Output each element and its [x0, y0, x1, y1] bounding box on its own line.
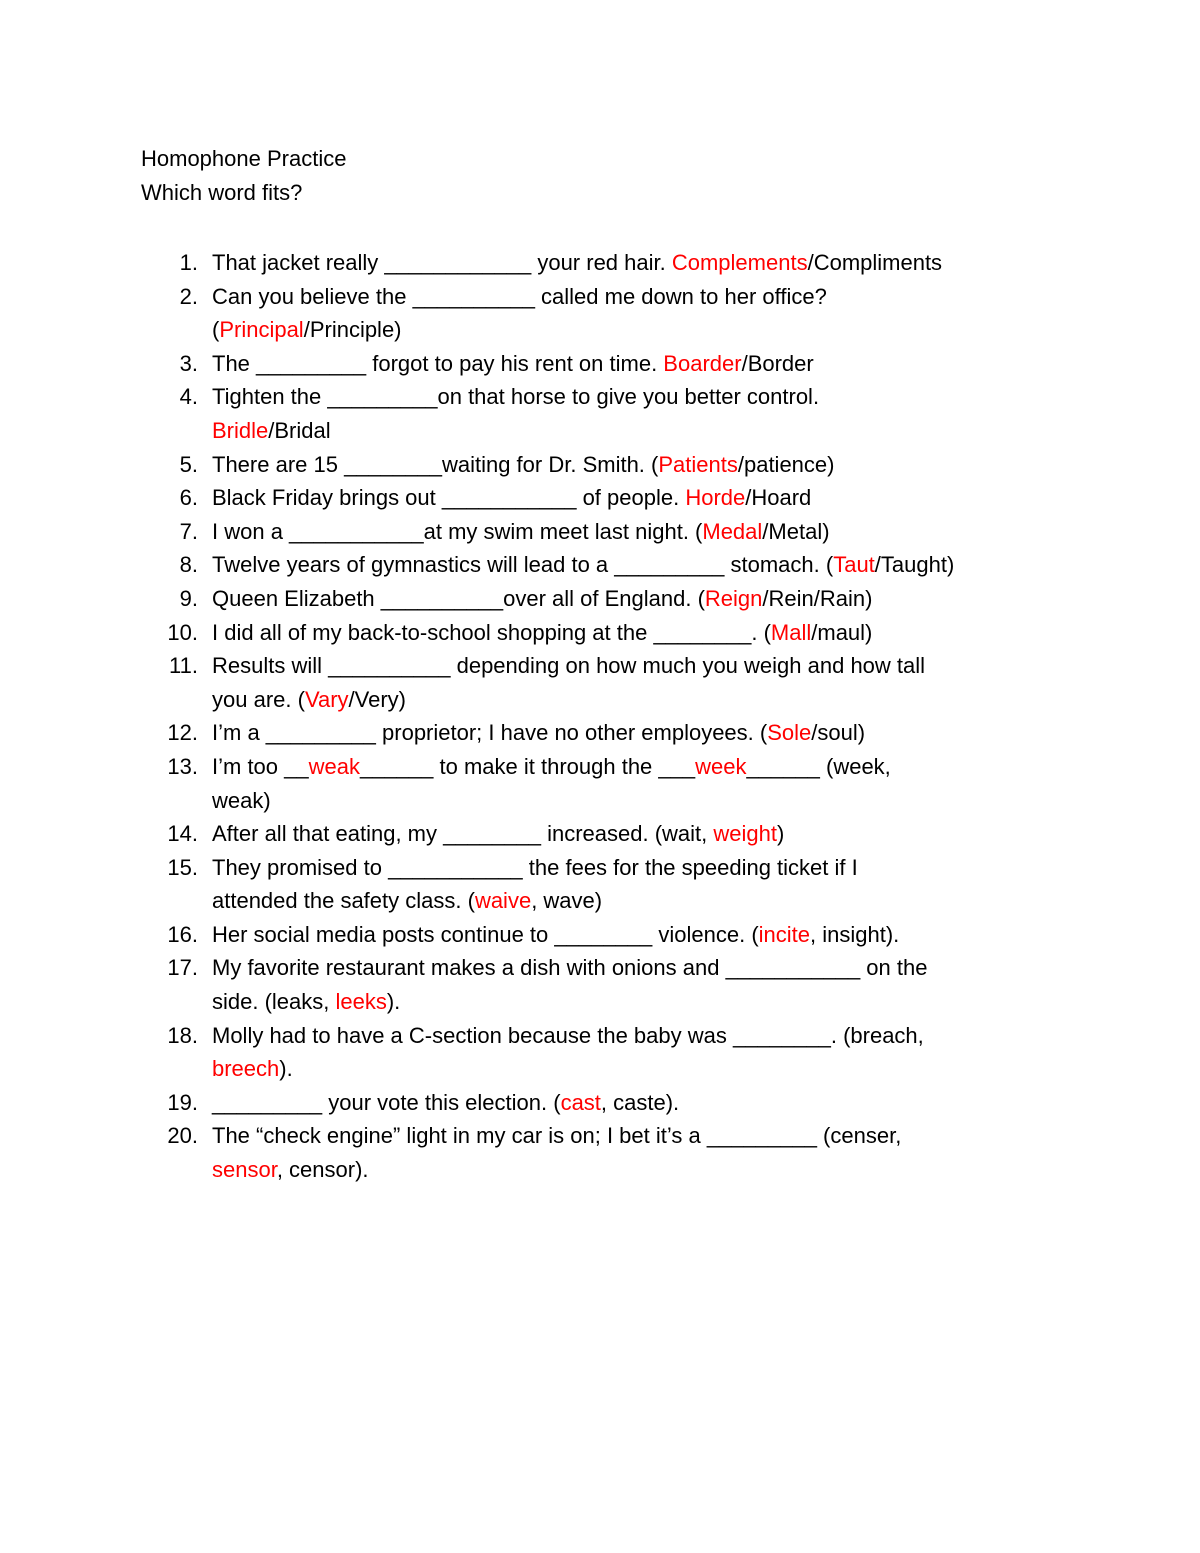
question-list	[0, 246, 1200, 1187]
question-text: My favorite restaurant makes a dish with onions and ___________ on the	[212, 955, 928, 981]
question-number: 3.	[179, 350, 198, 376]
question-item	[0, 1119, 1200, 1186]
question-text: weak)	[212, 787, 271, 813]
question-text-line	[0, 985, 1200, 1019]
question-text: ).	[279, 1056, 293, 1082]
question-text: That jacket really ____________ your red hair.	[212, 250, 672, 275]
question-text: /Taught)	[874, 552, 955, 578]
question-text-line	[0, 884, 1200, 918]
question-item	[0, 851, 1200, 918]
question-text-line	[0, 1153, 1200, 1187]
question-text: attended the safety class. (	[212, 888, 475, 914]
question-text: The “check engine” light in my car is on; I bet it’s a _________ (censer,	[212, 1123, 902, 1149]
question-text-line	[0, 313, 1200, 347]
question-item	[0, 481, 1200, 515]
question-text: After all that eating, my ________ increased. (wait,	[212, 821, 714, 847]
answer-word: Bridle	[212, 417, 269, 443]
question-item	[0, 582, 1200, 616]
question-text: /Border	[741, 350, 814, 376]
question-text: I did all of my back-to-school shopping at the ________. (	[212, 619, 771, 645]
question-item	[0, 951, 1200, 1018]
question-number: 13.	[167, 753, 198, 779]
answer-word: Horde	[685, 485, 746, 511]
answer-word: sensor	[212, 1157, 277, 1183]
question-text: Her social media posts continue to ________ violence. (	[212, 921, 759, 947]
answer-word: Mall	[770, 619, 812, 645]
question-item	[0, 750, 1200, 817]
question-number: 14.	[167, 821, 198, 847]
question-item	[0, 1086, 1200, 1120]
answer-word: Boarder	[663, 350, 742, 376]
question-item	[0, 649, 1200, 716]
question-item	[0, 817, 1200, 851]
question-text: /soul)	[811, 720, 866, 746]
question-number: 16.	[167, 921, 198, 947]
question-item	[0, 246, 1200, 280]
question-item	[0, 548, 1200, 582]
answer-word: weight	[713, 821, 777, 847]
question-text: Tighten the _________on that horse to give you better control.	[212, 384, 820, 410]
question-number: 17.	[167, 955, 198, 981]
answer-word: Taut	[833, 552, 875, 578]
question-number: 19.	[167, 1089, 198, 1115]
question-text: Twelve years of gymnastics will lead to a _________ stomach. (	[212, 552, 834, 578]
question-text: you are. (	[212, 686, 305, 712]
question-number: 4.	[179, 384, 198, 410]
worksheet-title: Homophone Practice	[141, 146, 347, 171]
question-text: side. (leaks,	[212, 989, 336, 1015]
question-number: 1.	[179, 250, 198, 275]
question-text: , censor).	[276, 1157, 369, 1183]
answer-word: cast	[560, 1089, 601, 1115]
answer-word: breech	[212, 1056, 280, 1082]
question-text: _________ your vote this election. (	[212, 1089, 561, 1115]
answer-word: Reign	[704, 585, 763, 611]
question-text: The _________ forgot to pay his rent on time.	[212, 350, 664, 376]
question-text: I’m a _________ proprietor; I have no other employees. (	[212, 720, 768, 746]
question-text: I won a ___________at my swim meet last night. (	[212, 518, 703, 544]
question-number: 5.	[179, 451, 198, 477]
question-text: /Bridal	[268, 417, 331, 443]
question-item	[0, 380, 1200, 447]
question-text: , caste).	[600, 1089, 680, 1115]
question-item	[0, 918, 1200, 952]
answer-word: leeks	[335, 989, 387, 1015]
question-number: 10.	[167, 619, 198, 645]
question-text: I’m too __	[212, 753, 309, 779]
question-text: Can you believe the __________ called me down to her office?	[212, 283, 827, 309]
answer-word: waive	[474, 888, 532, 914]
question-text: /patience)	[737, 451, 835, 477]
question-text: /Rein/Rain)	[762, 585, 873, 611]
question-number: 12.	[167, 720, 198, 746]
question-number: 9.	[179, 585, 198, 611]
answer-word: Principal	[219, 317, 304, 343]
question-text: /Principle)	[303, 317, 402, 343]
question-item	[0, 347, 1200, 381]
answer-word: Complements	[671, 250, 808, 275]
question-number: 18.	[167, 1022, 198, 1048]
question-text: They promised to ___________ the fees for the speeding ticket if I	[212, 854, 858, 880]
answer-word: incite	[758, 921, 811, 947]
question-text: /Hoard	[745, 485, 812, 511]
question-number: 8.	[179, 552, 198, 578]
answer-word: Patients	[658, 451, 738, 477]
question-item	[0, 515, 1200, 549]
question-text: )	[777, 821, 785, 847]
answer-word: weak	[308, 753, 360, 779]
question-text: (	[212, 317, 220, 343]
question-text: /Metal)	[762, 518, 830, 544]
answer-word: Medal	[702, 518, 763, 544]
question-text: Black Friday brings out ___________ of people.	[212, 485, 686, 511]
question-item	[0, 1019, 1200, 1086]
question-number: 11.	[169, 653, 198, 679]
question-text-line	[0, 683, 1200, 717]
question-text: /Compliments	[807, 250, 943, 275]
question-number: 7.	[179, 518, 198, 544]
question-text: ______ to make it through the ___	[359, 753, 696, 779]
question-text: /maul)	[811, 619, 873, 645]
answer-word: Vary	[304, 686, 349, 712]
worksheet-subtitle: Which word fits?	[141, 180, 303, 205]
question-text-line	[0, 414, 1200, 448]
question-number: 2.	[179, 283, 198, 309]
question-text: ).	[386, 989, 401, 1015]
answer-word: week	[695, 753, 747, 779]
answer-word: Sole	[767, 720, 812, 746]
question-text: Queen Elizabeth __________over all of England. (	[212, 585, 705, 611]
question-item	[0, 280, 1200, 347]
question-text: There are 15 ________waiting for Dr. Smith. (	[212, 451, 659, 477]
question-text-line	[0, 784, 1200, 818]
question-number: 6.	[179, 485, 198, 511]
question-text-line	[0, 1052, 1200, 1086]
question-number: 20.	[167, 1123, 198, 1149]
question-item	[0, 448, 1200, 482]
question-text: Molly had to have a C-section because the baby was ________. (breach,	[212, 1022, 924, 1048]
question-item	[0, 716, 1200, 750]
question-text: /Very)	[348, 686, 407, 712]
question-text: , insight).	[810, 921, 900, 947]
question-item	[0, 616, 1200, 650]
question-text: , wave)	[531, 888, 603, 914]
question-text: Results will __________ depending on how much you weigh and how tall	[212, 653, 926, 679]
question-text: ______ (week,	[746, 753, 891, 779]
question-number: 15.	[167, 854, 198, 880]
